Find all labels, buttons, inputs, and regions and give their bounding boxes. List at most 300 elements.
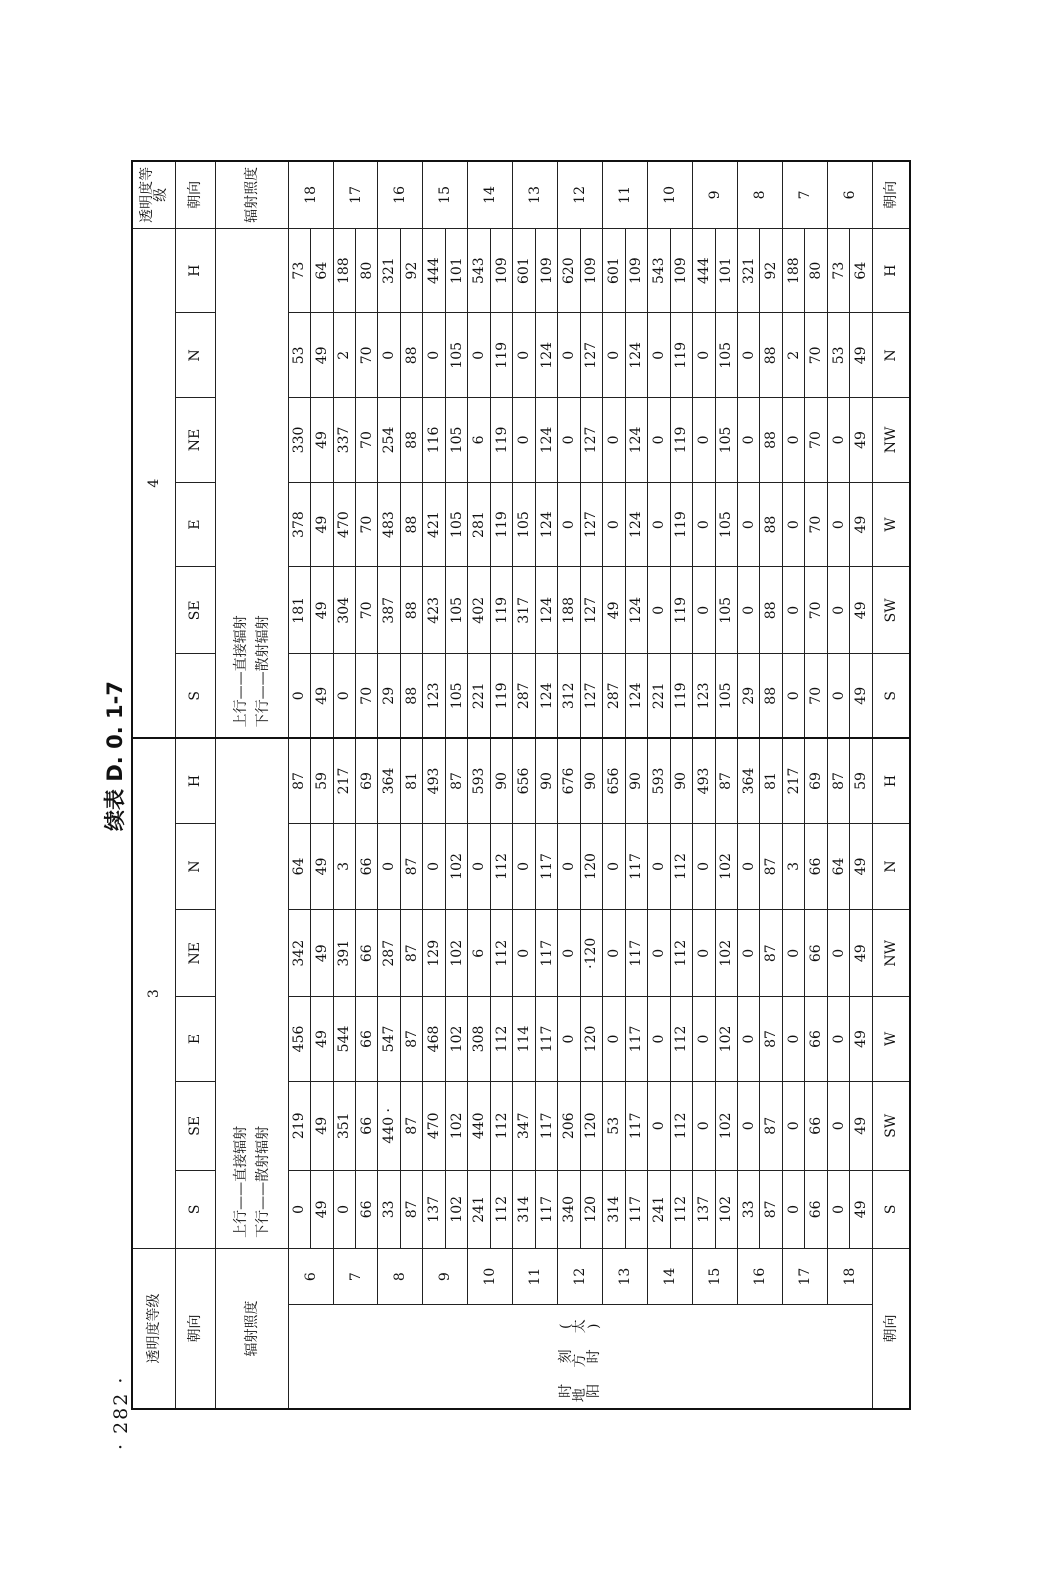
direct-value: 0 — [737, 567, 759, 654]
direct-value: 287 — [603, 654, 625, 739]
hour-right-18: 18 — [288, 161, 333, 228]
diffuse-value: 70 — [356, 398, 378, 483]
direct-value: 6 — [468, 910, 490, 997]
diffuse-value: 66 — [805, 823, 827, 910]
diffuse-value: 109 — [625, 228, 647, 313]
direct-value: 0 — [827, 567, 849, 654]
diffuse-value: 66 — [356, 823, 378, 910]
diffuse-value: 102 — [715, 997, 737, 1082]
direct-value: 444 — [423, 228, 445, 313]
diffuse-value: 92 — [760, 228, 782, 313]
direct-value: 444 — [693, 228, 715, 313]
direct-value: 0 — [737, 910, 759, 997]
diffuse-value: 101 — [445, 228, 467, 313]
hour-right-7: 7 — [782, 161, 827, 228]
direct-value: 0 — [333, 654, 355, 739]
direct-value: 0 — [782, 910, 804, 997]
diffuse-value: 105 — [715, 654, 737, 739]
direct-value: 49 — [603, 567, 625, 654]
diffuse-value: 90 — [670, 738, 692, 823]
diffuse-value: 49 — [311, 654, 333, 739]
direct-value: 378 — [288, 482, 310, 567]
diffuse-value: 88 — [400, 482, 422, 567]
diffuse-value: 124 — [625, 313, 647, 398]
diffuse-value: 69 — [805, 738, 827, 823]
direct-value: 421 — [423, 482, 445, 567]
direct-value: 116 — [423, 398, 445, 483]
hour-left-17: 17 — [782, 1248, 827, 1304]
direct-value: 470 — [333, 482, 355, 567]
direct-value: 543 — [648, 228, 670, 313]
direct-value: 0 — [827, 997, 849, 1082]
diffuse-value: 105 — [445, 398, 467, 483]
direct-value: 64 — [827, 823, 849, 910]
direct-value: 0 — [378, 823, 400, 910]
diffuse-value: 112 — [670, 910, 692, 997]
hour-left-6: 6 — [288, 1248, 333, 1304]
direct-value: 0 — [737, 997, 759, 1082]
direct-value: 2 — [782, 313, 804, 398]
direct-value: 64 — [288, 823, 310, 910]
diffuse-value: 102 — [445, 823, 467, 910]
orientation-label-bottom: 朝向 — [872, 1248, 910, 1409]
direct-value: 129 — [423, 910, 445, 997]
diffuse-value: 124 — [625, 398, 647, 483]
diffuse-value: 66 — [805, 997, 827, 1082]
hour-left-10: 10 — [468, 1248, 513, 1304]
direct-value: 456 — [288, 997, 310, 1082]
hour-right-16: 16 — [378, 161, 423, 228]
diffuse-value: 49 — [311, 482, 333, 567]
diffuse-value: 102 — [715, 1081, 737, 1170]
orientation-bottom-NW: NW — [872, 910, 910, 997]
hour-left-15: 15 — [693, 1248, 738, 1304]
diffuse-value: 109 — [490, 228, 512, 313]
orientation-bottom-N: N — [872, 823, 910, 910]
diffuse-value: 49 — [850, 823, 872, 910]
grade-label-right: 透明度等级 — [132, 161, 176, 228]
diffuse-value: 124 — [535, 482, 557, 567]
diffuse-value: 109 — [535, 228, 557, 313]
diffuse-value: 66 — [805, 1081, 827, 1170]
diffuse-value: 87 — [760, 1081, 782, 1170]
diffuse-value: 87 — [400, 997, 422, 1082]
diffuse-value: 120 — [580, 823, 602, 910]
diffuse-value: 66 — [356, 910, 378, 997]
direct-value: 0 — [468, 313, 490, 398]
diffuse-value: 124 — [625, 654, 647, 739]
direct-value: 137 — [693, 1170, 715, 1248]
direct-value: 314 — [513, 1170, 535, 1248]
table-caption: 续表 D. 0. 1-7 — [103, 681, 127, 831]
direct-value: 321 — [378, 228, 400, 313]
diffuse-value: 112 — [670, 823, 692, 910]
diffuse-value: 70 — [805, 482, 827, 567]
time-label-left: 时 刻 ( 地 方 太 阳 时 ) — [288, 1305, 872, 1409]
diffuse-value: 49 — [850, 654, 872, 739]
orientation-top-N: N — [176, 823, 216, 910]
orientation-top-SE: SE — [176, 567, 216, 654]
grade-label: 透明度等级 — [132, 1248, 176, 1409]
direct-value: 33 — [737, 1170, 759, 1248]
diffuse-value: 70 — [805, 654, 827, 739]
direct-value: 0 — [648, 823, 670, 910]
diffuse-value: 88 — [760, 313, 782, 398]
diffuse-value: 117 — [625, 997, 647, 1082]
direct-value: 287 — [378, 910, 400, 997]
direct-value: 287 — [513, 654, 535, 739]
direct-value: 123 — [423, 654, 445, 739]
direct-value: 543 — [468, 228, 490, 313]
diffuse-value: 112 — [670, 1081, 692, 1170]
direct-value: 0 — [782, 1170, 804, 1248]
radiation-table — [131, 160, 911, 1410]
diffuse-value: 49 — [850, 1170, 872, 1248]
direct-value: 440 — [468, 1081, 490, 1170]
direct-value: 217 — [782, 738, 804, 823]
direct-value: 29 — [378, 654, 400, 739]
diffuse-value: 112 — [670, 1170, 692, 1248]
orientation-top-S: S — [176, 654, 216, 739]
diffuse-value: 80 — [805, 228, 827, 313]
hour-right-9: 9 — [693, 161, 738, 228]
direct-value: 0 — [288, 654, 310, 739]
diffuse-value: 49 — [311, 398, 333, 483]
diffuse-value: 124 — [535, 567, 557, 654]
direct-value: 0 — [782, 398, 804, 483]
diffuse-value: 87 — [400, 1170, 422, 1248]
diffuse-value: 119 — [670, 654, 692, 739]
diffuse-value: 49 — [311, 823, 333, 910]
diffuse-value: 87 — [760, 1170, 782, 1248]
direct-value: 440 · — [378, 1081, 400, 1170]
orientation-bottom-SW: SW — [872, 567, 910, 654]
direct-value: 6 — [468, 398, 490, 483]
diffuse-value: 70 — [356, 567, 378, 654]
direct-value: 0 — [782, 567, 804, 654]
orientation-top-S: S — [176, 1170, 216, 1248]
direct-value: 123 — [693, 654, 715, 739]
diffuse-value: 105 — [715, 567, 737, 654]
diffuse-value: 87 — [400, 1081, 422, 1170]
direct-value: 351 — [333, 1081, 355, 1170]
diffuse-value: 102 — [445, 1170, 467, 1248]
direct-value: 0 — [558, 482, 580, 567]
orientation-top-SE: SE — [176, 1081, 216, 1170]
orientation-top-E: E — [176, 997, 216, 1082]
hour-right-15: 15 — [423, 161, 468, 228]
direct-value: 593 — [468, 738, 490, 823]
direct-value: 423 — [423, 567, 445, 654]
direct-value: 0 — [693, 482, 715, 567]
diffuse-value: 102 — [715, 823, 737, 910]
diffuse-value: 59 — [850, 738, 872, 823]
diffuse-value: 119 — [670, 398, 692, 483]
irradiance-label-right: 辐射照度 — [215, 161, 288, 228]
diffuse-value: 117 — [625, 1170, 647, 1248]
diffuse-value: 64 — [850, 228, 872, 313]
diffuse-value: 88 — [400, 398, 422, 483]
orientation-bottom-H: H — [872, 228, 910, 313]
diffuse-value: 105 — [715, 398, 737, 483]
direct-value: 620 — [558, 228, 580, 313]
diffuse-value: 117 — [535, 823, 557, 910]
orientation-bottom-N: N — [872, 313, 910, 398]
direct-value: 0 — [827, 1170, 849, 1248]
direct-value: 0 — [558, 997, 580, 1082]
direct-value: 0 — [333, 1170, 355, 1248]
diffuse-value: 88 — [400, 313, 422, 398]
direct-value: 254 — [378, 398, 400, 483]
hour-right-14: 14 — [468, 161, 513, 228]
diffuse-value: 102 — [445, 997, 467, 1082]
diffuse-value: 105 — [445, 654, 467, 739]
hour-left-13: 13 — [603, 1248, 648, 1304]
grade-4: 4 — [132, 228, 176, 738]
diffuse-value: 87 — [760, 910, 782, 997]
diffuse-value: 87 — [760, 823, 782, 910]
direct-value: 0 — [648, 567, 670, 654]
direct-value: 0 — [648, 313, 670, 398]
diffuse-value: ·120 — [580, 910, 602, 997]
diffuse-value: 127 — [580, 567, 602, 654]
direct-value: 547 — [378, 997, 400, 1082]
direct-value: 73 — [827, 228, 849, 313]
direct-value: 0 — [737, 482, 759, 567]
diffuse-value: 119 — [670, 313, 692, 398]
diffuse-value: 117 — [625, 823, 647, 910]
direct-value: 0 — [648, 997, 670, 1082]
diffuse-value: 90 — [535, 738, 557, 823]
direct-value: 29 — [737, 654, 759, 739]
direct-value: 676 — [558, 738, 580, 823]
direct-value: 73 — [288, 228, 310, 313]
diffuse-value: 49 — [311, 1170, 333, 1248]
direct-value: 347 — [513, 1081, 535, 1170]
direct-value: 0 — [693, 1081, 715, 1170]
orientation-top-H: H — [176, 228, 216, 313]
diffuse-value: 112 — [490, 1081, 512, 1170]
diffuse-value: 49 — [850, 1081, 872, 1170]
diffuse-value: 49 — [311, 997, 333, 1082]
direct-value: 217 — [333, 738, 355, 823]
legend-grade-3 — [215, 738, 288, 1248]
direct-value: 483 — [378, 482, 400, 567]
direct-value: 281 — [468, 482, 490, 567]
diffuse-value: 119 — [490, 654, 512, 739]
diffuse-value: 87 — [760, 997, 782, 1082]
diffuse-value: 117 — [535, 997, 557, 1082]
direct-value: 221 — [468, 654, 490, 739]
diffuse-value: 88 — [760, 567, 782, 654]
legend-direct: 上行——直接辐射 — [232, 1125, 249, 1238]
direct-value: 0 — [648, 910, 670, 997]
diffuse-value: 49 — [850, 313, 872, 398]
diffuse-value: 70 — [805, 313, 827, 398]
irradiance-label: 辐射照度 — [215, 1248, 288, 1409]
orientation-bottom-NW: NW — [872, 398, 910, 483]
direct-value: 314 — [603, 1170, 625, 1248]
diffuse-value: 112 — [490, 910, 512, 997]
hour-left-9: 9 — [423, 1248, 468, 1304]
direct-value: 656 — [603, 738, 625, 823]
direct-value: 137 — [423, 1170, 445, 1248]
diffuse-value: 70 — [805, 567, 827, 654]
direct-value: 308 — [468, 997, 490, 1082]
direct-value: 53 — [827, 313, 849, 398]
orientation-top-N: N — [176, 313, 216, 398]
diffuse-value: 59 — [311, 738, 333, 823]
direct-value: 0 — [603, 482, 625, 567]
direct-value: 0 — [737, 823, 759, 910]
diffuse-value: 81 — [760, 738, 782, 823]
direct-value: 0 — [737, 1081, 759, 1170]
orientation-bottom-W: W — [872, 997, 910, 1082]
diffuse-value: 70 — [805, 398, 827, 483]
orientation-top-H: H — [176, 738, 216, 823]
legend-diffuse: 下行——散射辐射 — [254, 615, 271, 728]
diffuse-value: 105 — [445, 482, 467, 567]
direct-value: 0 — [827, 654, 849, 739]
diffuse-value: 92 — [400, 228, 422, 313]
direct-value: 330 — [288, 398, 310, 483]
direct-value: 0 — [827, 482, 849, 567]
diffuse-value: 117 — [535, 1081, 557, 1170]
direct-value: 0 — [737, 398, 759, 483]
diffuse-value: 70 — [356, 313, 378, 398]
diffuse-value: 88 — [760, 398, 782, 483]
direct-value: 0 — [782, 482, 804, 567]
direct-value: 53 — [603, 1081, 625, 1170]
diffuse-value: 49 — [311, 910, 333, 997]
direct-value: 340 — [558, 1170, 580, 1248]
direct-value: 0 — [603, 398, 625, 483]
direct-value: 0 — [468, 823, 490, 910]
legend-grade-4 — [215, 228, 288, 738]
diffuse-value: 117 — [535, 910, 557, 997]
diffuse-value: 88 — [760, 654, 782, 739]
hour-left-14: 14 — [648, 1248, 693, 1304]
direct-value: 342 — [288, 910, 310, 997]
diffuse-value: 49 — [850, 567, 872, 654]
diffuse-value: 124 — [535, 398, 557, 483]
diffuse-value: 90 — [580, 738, 602, 823]
diffuse-value: 124 — [625, 482, 647, 567]
orientation-top-NE: NE — [176, 910, 216, 997]
hour-right-12: 12 — [558, 161, 603, 228]
direct-value: 387 — [378, 567, 400, 654]
diffuse-value: 69 — [356, 738, 378, 823]
hour-right-13: 13 — [513, 161, 558, 228]
orientation-bottom-S: S — [872, 654, 910, 739]
diffuse-value: 117 — [535, 1170, 557, 1248]
direct-value: 470 — [423, 1081, 445, 1170]
direct-value: 0 — [782, 1081, 804, 1170]
direct-value: 656 — [513, 738, 535, 823]
diffuse-value: 119 — [670, 482, 692, 567]
direct-value: 0 — [693, 997, 715, 1082]
direct-value: 2 — [333, 313, 355, 398]
diffuse-value: 87 — [715, 738, 737, 823]
diffuse-value: 49 — [850, 910, 872, 997]
direct-value: 105 — [513, 482, 535, 567]
diffuse-value: 124 — [535, 654, 557, 739]
direct-value: 0 — [782, 654, 804, 739]
direct-value: 312 — [558, 654, 580, 739]
diffuse-value: 119 — [490, 567, 512, 654]
direct-value: 87 — [827, 738, 849, 823]
diffuse-value: 49 — [850, 398, 872, 483]
hour-left-11: 11 — [513, 1248, 558, 1304]
diffuse-value: 119 — [490, 313, 512, 398]
direct-value: 468 — [423, 997, 445, 1082]
direct-value: 0 — [603, 313, 625, 398]
direct-value: 0 — [513, 398, 535, 483]
diffuse-value: 87 — [445, 738, 467, 823]
diffuse-value: 120 — [580, 997, 602, 1082]
direct-value: 391 — [333, 910, 355, 997]
diffuse-value: 49 — [311, 567, 333, 654]
diffuse-value: 87 — [400, 910, 422, 997]
orientation-label-bottom-right: 朝向 — [872, 161, 910, 228]
diffuse-value: 88 — [400, 654, 422, 739]
direct-value: 544 — [333, 997, 355, 1082]
rotated-table-container — [131, 160, 911, 1410]
diffuse-value: 101 — [715, 228, 737, 313]
direct-value: 0 — [558, 910, 580, 997]
direct-value: 0 — [513, 313, 535, 398]
diffuse-value: 49 — [850, 997, 872, 1082]
orientation-label: 朝向 — [176, 1248, 216, 1409]
direct-value: 0 — [603, 823, 625, 910]
diffuse-value: 124 — [535, 313, 557, 398]
direct-value: 493 — [693, 738, 715, 823]
direct-value: 3 — [333, 823, 355, 910]
hour-right-10: 10 — [648, 161, 693, 228]
diffuse-value: 90 — [625, 738, 647, 823]
diffuse-value: 112 — [670, 997, 692, 1082]
diffuse-value: 112 — [490, 997, 512, 1082]
hour-left-18: 18 — [827, 1248, 872, 1304]
direct-value: 321 — [737, 228, 759, 313]
direct-value: 0 — [648, 482, 670, 567]
diffuse-value: 109 — [580, 228, 602, 313]
direct-value: 53 — [288, 313, 310, 398]
orientation-bottom-SW: SW — [872, 1081, 910, 1170]
direct-value: 221 — [648, 654, 670, 739]
direct-value: 0 — [782, 997, 804, 1082]
diffuse-value: 105 — [715, 313, 737, 398]
diffuse-value: 64 — [311, 228, 333, 313]
diffuse-value: 119 — [670, 567, 692, 654]
hour-left-7: 7 — [333, 1248, 378, 1304]
legend-diffuse: 下行——散射辐射 — [254, 1125, 271, 1238]
diffuse-value: 88 — [400, 567, 422, 654]
direct-value: 181 — [288, 567, 310, 654]
hour-left-12: 12 — [558, 1248, 603, 1304]
direct-value: 0 — [423, 823, 445, 910]
diffuse-value: 105 — [445, 567, 467, 654]
diffuse-value: 112 — [490, 823, 512, 910]
diffuse-value: 81 — [400, 738, 422, 823]
direct-value: 0 — [603, 910, 625, 997]
direct-value: 601 — [603, 228, 625, 313]
direct-value: 0 — [648, 398, 670, 483]
diffuse-value: 70 — [356, 654, 378, 739]
direct-value: 0 — [648, 1081, 670, 1170]
page-number: · 282 · — [110, 1375, 132, 1450]
diffuse-value: 102 — [715, 1170, 737, 1248]
